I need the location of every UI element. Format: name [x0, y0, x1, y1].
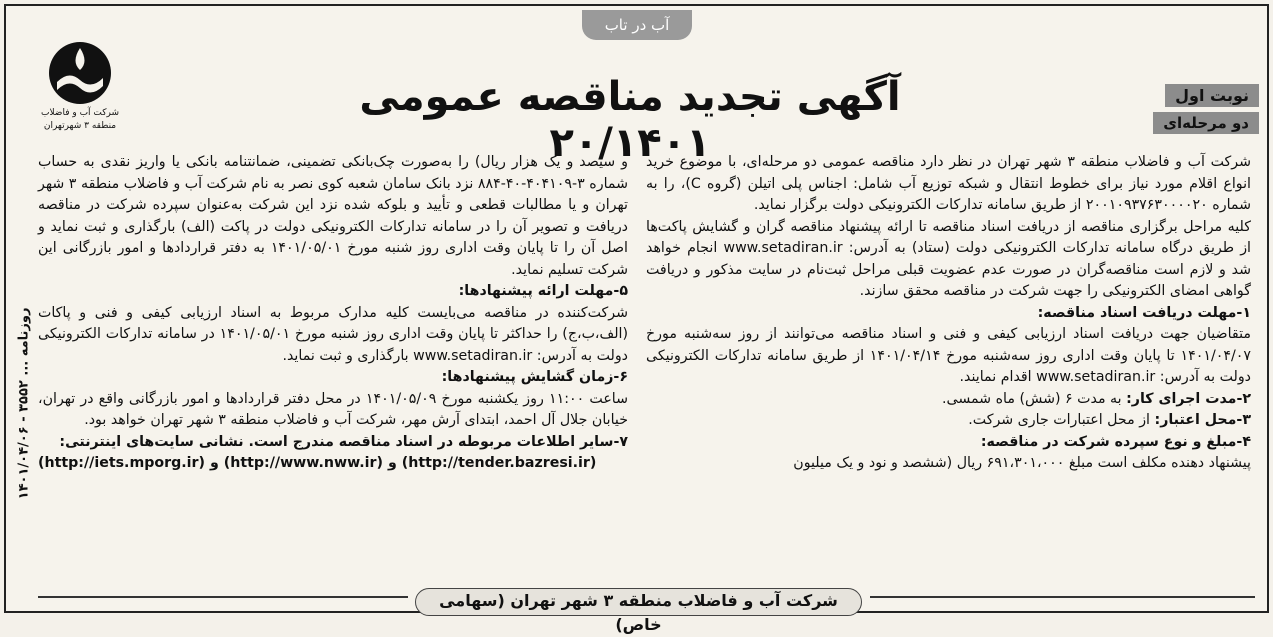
section-2-text: به مدت ۶ (شش) ماه شمسی. — [941, 390, 1122, 407]
section-1-heading: ۱-مهلت دریافت اسناد مناقصه: — [1037, 304, 1251, 321]
section-4-text: پیشنهاد دهنده مکلف است مبلغ ۶۹۱،۳۰۱،۰۰۰ ریال (ششصد و نود و یک میلیون — [793, 455, 1251, 471]
logo-line-1: شرکت آب و فاضلاب — [40, 108, 120, 118]
section-1-text: متقاضیان جهت دریافت اسناد ارزیابی کیفی و فنی و اسناد مناقصه می‌توانند از روز سه‌شنبه مورخ ۱۴۰۱/۰۴/۰۷ تا پایان وقت اداری روز سه‌شنبه مورخ ۱۴۰۱/۰۴/۱۴ از طریق سامانه تدارکات الکترونیکی دولت به آدرس: www.setadiran.ir اقدام نمایند. — [646, 326, 1251, 385]
website-links: (http://iets.mporg.ir) و (http://www.nww.ir) و (http://tender.bazresi.ir) — [38, 455, 597, 471]
company-logo — [36, 40, 124, 130]
nobat-badge: نوبت اول — [1165, 84, 1259, 107]
page-title: آگهی تجدید مناقصه عمومی ۲۰/۱۴۰۱ — [359, 74, 901, 166]
logo-line-2: منطقه ۳ شهرتهران — [43, 121, 117, 131]
section-3-text: از محل اعتبارات جاری شرکت. — [968, 412, 1150, 428]
side-caption — [4, 300, 30, 600]
section-2-heading: ۲-مدت اجرای کار: — [1126, 390, 1251, 407]
footer-divider-right — [870, 596, 1255, 598]
section-6-heading: ۶-زمان گشایش پیشنهادها: — [441, 369, 628, 385]
right-column — [646, 152, 1251, 475]
publisher-badge: آب‌ در تاب — [582, 10, 692, 40]
left-column — [38, 152, 628, 475]
section-4-heading: ۴-مبلغ و نوع سپرده شرکت در مناقصه: — [980, 433, 1251, 450]
section-5-text: شرکت‌کننده در مناقصه می‌بایست کلیه مدارک مربوط به اسناد ارزیابی کیفی و فنی و پاکات (الف،ب،ج) را حداکثر تا پایان وقت اداری روز شنبه مورخ ۱۴۰۱/۰۵/۰۱ در سامانه تدارکات الکترونیکی دولت به آدرس: www.setadiran.ir بارگذاری و ثبت نماید. — [38, 304, 628, 364]
intro-paragraph: شرکت آب و فاضلاب منطقه ۳ شهر تهران در نظر دارد مناقصه عمومی دو مرحله‌ای، با موضوع خرید انواع اقلام مورد نیاز برای خطوط انتقال و شبکه توزیع آب شامل: اجناس پلی اتیلن (گروه C)، را به شماره ۲۰۰۱۰۹۳۷۶۳۰۰۰۰۲۰ از طریق سامانه تدارکات الکترونیکی دولت برگزار نماید. — [646, 154, 1251, 213]
section-3-heading: ۳-محل اعتبار: — [1154, 412, 1251, 428]
footer-company-name: شرکت آب و فاضلاب منطقه ۳ شهر تهران (سهامی خاص) — [415, 588, 862, 616]
section-7-heading: ۷-سایر اطلاعات مربوطه در اسناد مناقصه مندرج است. نشانی سایت‌های اینترنتی: — [59, 433, 628, 450]
stage-badge: دو مرحله‌ای — [1153, 112, 1259, 134]
deposit-paragraph: و سیصد و یک هزار ریال) را به‌صورت چک‌بانکی تضمینی، ضمانتنامه بانکی یا واریز نقدی به حساب شماره ۳-۴۰۴۱۰۹-۴۰-۸۸۴ نزد بانک سامان شعبه کوی نصر به نام شرکت آب و فاضلاب منطقه ۳ شهر تهران و یا مطالبات قطعی و تأیید و بلوکه شده نزد این شرکت به‌عنوان سپرده شرکت در مناقصه دریافت و تصویر آن را در سامانه تدارکات الکترونیکی دولت در پاکت (الف) بارگذاری و ثبت نماید و اصل آن را تا پایان وقت اداری روز شنبه مورخ ۱۴۰۱/۰۵/۰۱ به دفتر قراردادها و امور بازرگانی این شرکت تسلیم نماید. — [38, 154, 628, 278]
section-5-heading: ۵-مهلت ارائه پیشنهادها: — [458, 283, 628, 299]
footer-divider-left — [38, 596, 408, 598]
setad-paragraph: کلیه مراحل برگزاری مناقصه از دریافت اسناد مناقصه تا ارائه پیشنهاد مناقصه گران و گشایش پاکت‌ها از طریق درگاه سامانه تدارکات الکترونیکی دولت (ستاد) به آدرس: www.setadiran.ir انجام خواهد شد و لازم است مناقصه‌گران در صورت عدم عضویت قبلی مراحل ثبت‌نام در سایت مذکور و دریافت گواهی امضای الکترونیکی را جهت شرکت در مناقصه محقق سازند. — [646, 218, 1251, 299]
side-caption-text: روزنامه ... ۳۵۵۲ - ۱۴۰۱/۰۴/۰۶ — [16, 307, 32, 500]
water-drop-logo-icon — [47, 40, 113, 106]
section-6-text: ساعت ۱۱:۰۰ روز یکشنبه مورخ ۱۴۰۱/۰۵/۰۹ در محل دفتر قراردادها و امور بازرگانی واقع در تهران، خیابان جلال آل احمد، ابتدای آرش مهر، شرکت آب و فاضلاب منطقه ۳ شهر تهران خواهد بود. — [38, 390, 628, 428]
